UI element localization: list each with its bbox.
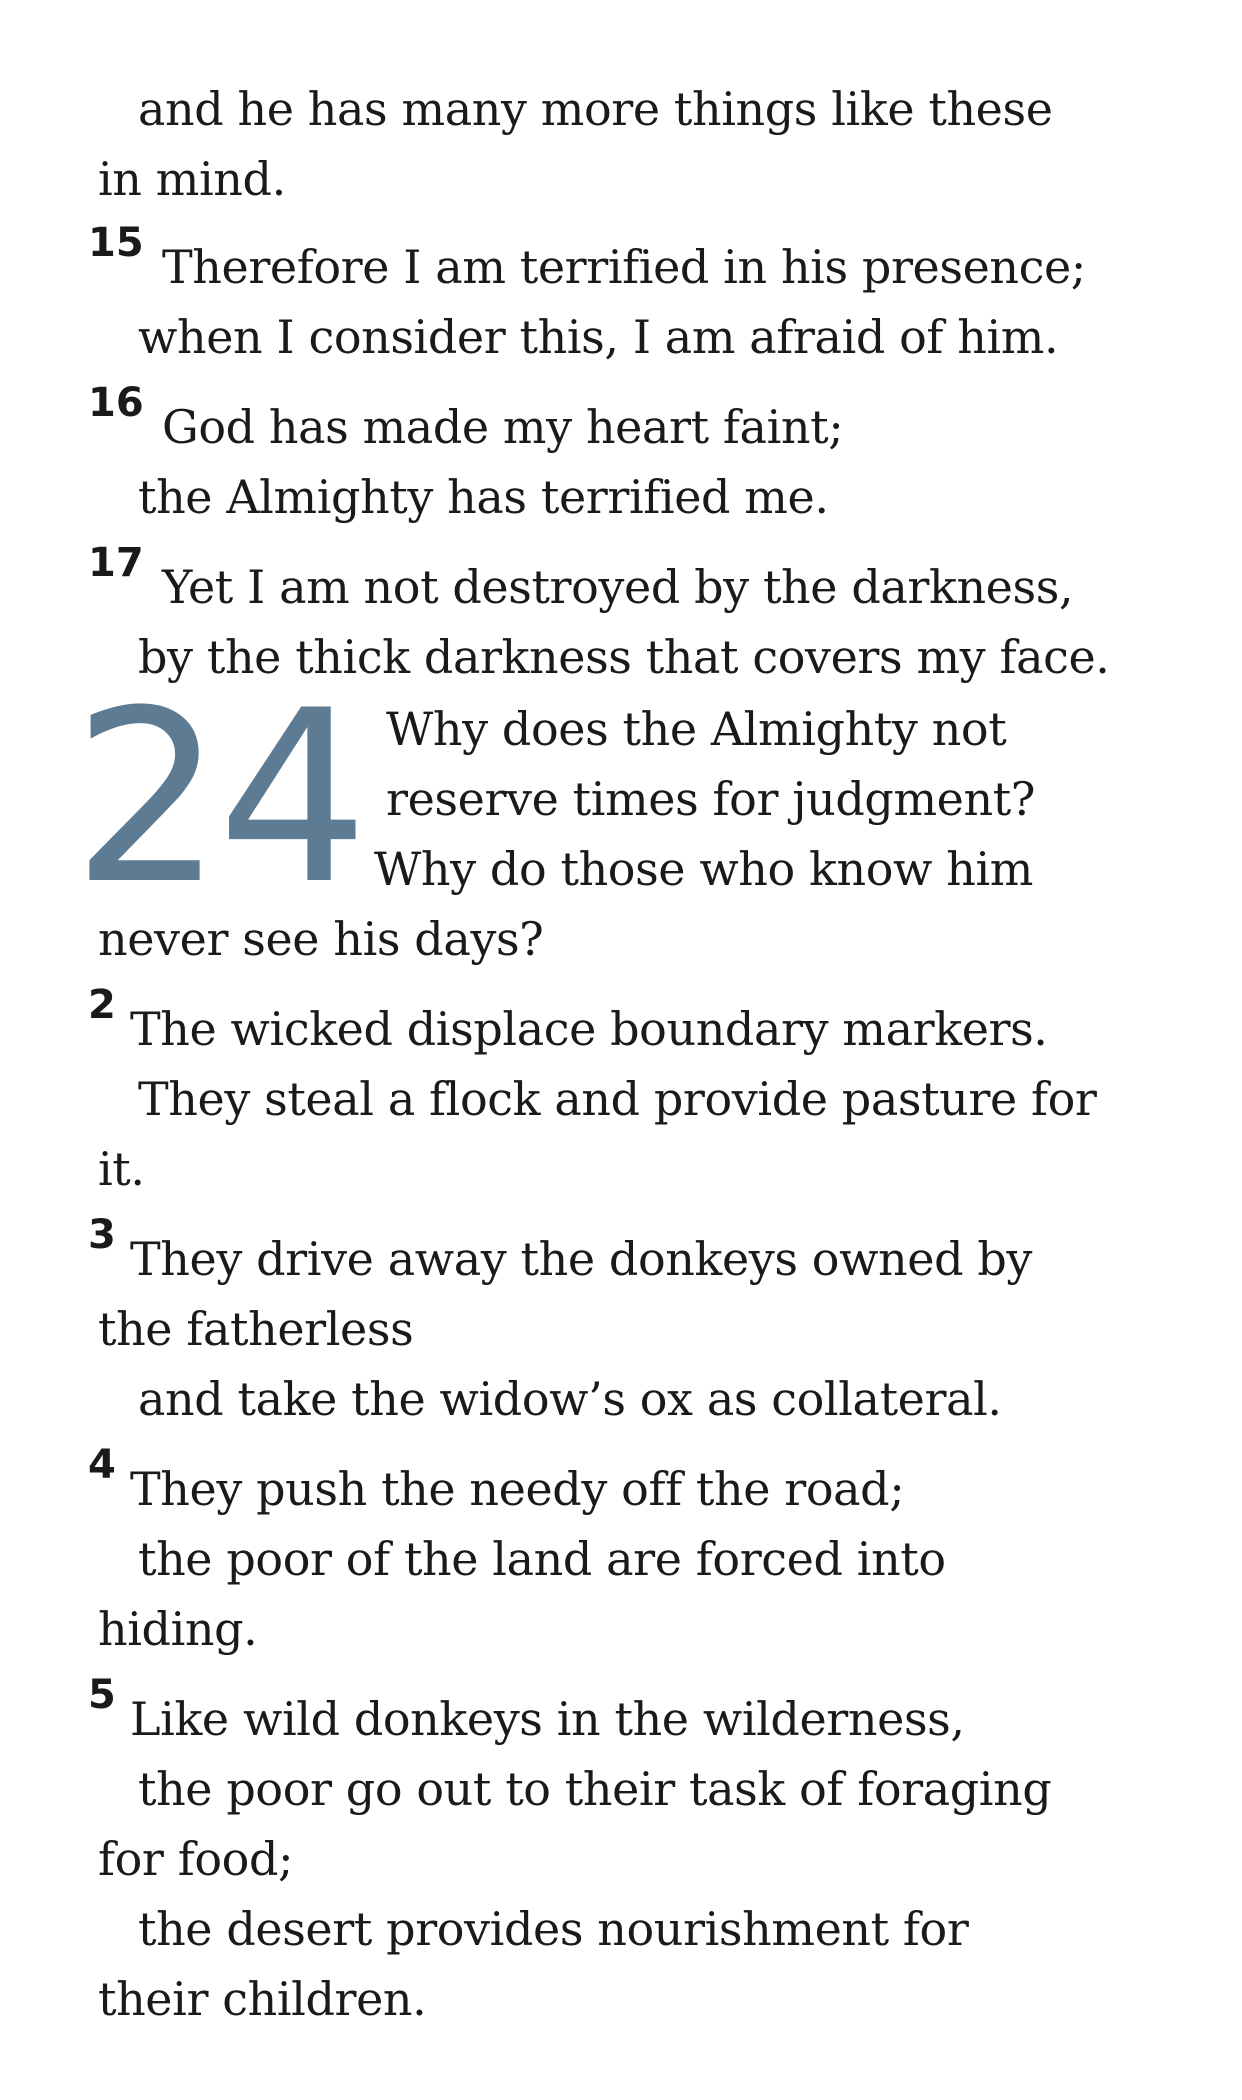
verse-number-15: 15 <box>88 220 144 266</box>
text-line: their children. <box>98 1972 427 2026</box>
text-line: Why do those who know him <box>374 842 1033 896</box>
verse-16-line: God has made my heart faint; <box>162 400 844 454</box>
verse-4-line: They push the needy off the road; <box>130 1462 905 1516</box>
text-line: the poor go out to their task of foraging <box>138 1762 1052 1816</box>
verse-number-17: 17 <box>88 540 144 586</box>
text-line: They steal a flock and provide pasture for <box>138 1072 1097 1126</box>
verse-number-2: 2 <box>88 982 116 1028</box>
text-line: and he has many more things like these <box>138 82 1053 136</box>
verse-15-line: Therefore I am terrified in his presence; <box>162 240 1086 294</box>
text-line: reserve times for judgment? <box>386 772 1036 826</box>
verse-17-line: Yet I am not destroyed by the darkness, <box>162 560 1074 614</box>
text-line: the poor of the land are forced into <box>138 1532 946 1586</box>
text-line: never see his days? <box>98 912 544 966</box>
text-line: for food; <box>98 1832 294 1886</box>
text-line: by the thick darkness that covers my face. <box>138 630 1110 684</box>
text-line: Why does the Almighty not <box>386 702 1007 756</box>
verse-2-line: The wicked displace boundary markers. <box>130 1002 1048 1056</box>
text-line: when I consider this, I am afraid of him. <box>138 310 1059 364</box>
verse-3-line: They drive away the donkeys owned by <box>130 1232 1033 1286</box>
verse-number-5: 5 <box>88 1672 116 1718</box>
text-line: the fatherless <box>98 1302 414 1356</box>
text-line: and take the widow’s ox as collateral. <box>138 1372 1002 1426</box>
text-line: the Almighty has terrified me. <box>138 470 829 524</box>
text-line: in mind. <box>98 152 286 206</box>
verse-5-line: Like wild donkeys in the wilderness, <box>130 1692 965 1746</box>
text-line: it. <box>98 1142 145 1196</box>
text-line: the desert provides nourishment for <box>138 1902 969 1956</box>
text-line: hiding. <box>98 1602 258 1656</box>
verse-number-3: 3 <box>88 1212 116 1258</box>
chapter-number: 24 <box>72 660 363 937</box>
verse-number-16: 16 <box>88 380 144 426</box>
verse-number-4: 4 <box>88 1442 116 1488</box>
